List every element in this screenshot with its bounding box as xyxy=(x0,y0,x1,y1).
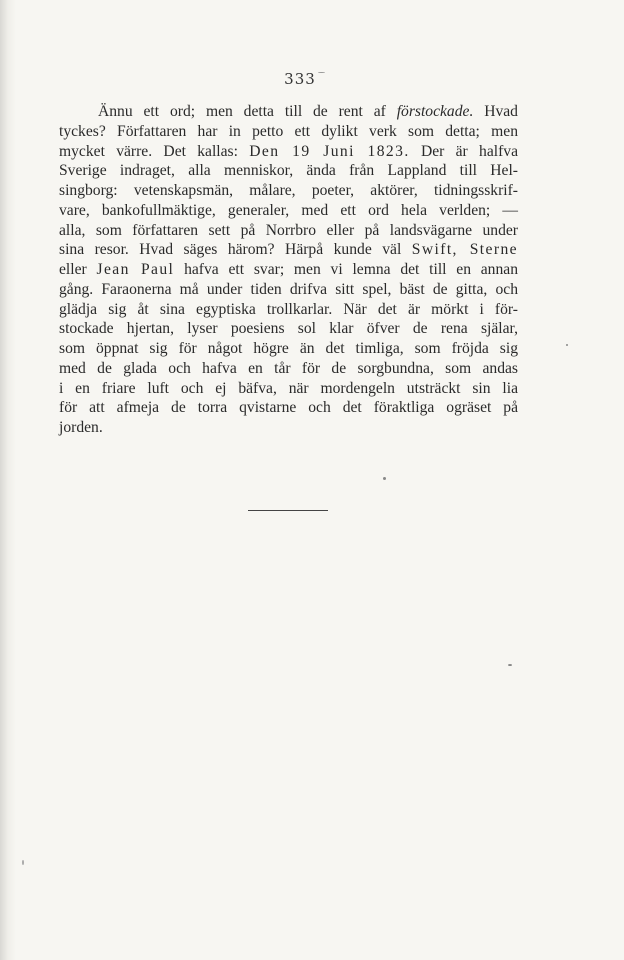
section-divider xyxy=(248,510,328,511)
text-segment: Hvad xyxy=(473,103,518,120)
text-line: i en friare luft och ej bäfva, när mordengeln utsträckt sin lia xyxy=(59,379,518,397)
spaced-names: Swift, Sterne xyxy=(411,241,518,259)
text-segment: eller xyxy=(59,261,97,278)
paragraph xyxy=(59,102,518,438)
text-line: gång. Faraonerna må under tiden drifva sitt spel, bäst de gitta, och xyxy=(59,280,518,298)
paper-speck xyxy=(383,477,386,480)
text-segment: Der är halfva xyxy=(409,142,519,160)
paper-speck xyxy=(508,664,512,666)
text-line: glädja sig åt sina egyptiska trollkarlar. När det är mörkt i för- xyxy=(59,300,518,318)
text-line xyxy=(59,142,518,162)
page-number: 333 xyxy=(284,70,316,88)
text-line: tyckes? Författaren har in petto ett dylikt verk som detta; men xyxy=(59,122,518,140)
text-line: stockade hjertan, lyser poesiens sol klar öfver de rena själar, xyxy=(59,320,518,338)
text-line: för att afmeja de torra qvistarne och det föraktliga ogräset på xyxy=(59,399,518,417)
text-line: Sverige indraget, alla menniskor, ända från Lappland till Hel- xyxy=(59,162,518,180)
text-line: singborg: vetenskapsmän, målare, poeter, aktörer, tidningsskrif- xyxy=(59,182,518,199)
paper-speck xyxy=(566,344,568,346)
text-segment: sina resor. Hvad säges härom? Härpå kunde väl xyxy=(59,241,412,259)
text-line: alla, som författaren sett på Norrbro eller på landsvägarne under xyxy=(59,221,518,239)
text-line: som öppnat sig för något högre än det timliga, som fröjda sig xyxy=(59,340,518,357)
text-segment: mycket värre. Det kallas: xyxy=(59,142,250,160)
text-line xyxy=(59,102,518,122)
text-line: med de glada och hafva en tår för de sorgbundna, som andas xyxy=(59,359,518,377)
text-line: jorden. xyxy=(59,419,103,436)
text-line: vare, bankofullmäktige, generaler, med ett ord hela verlden; — xyxy=(59,201,518,219)
text-line xyxy=(59,260,518,280)
text-segment: hafva ett svar; men vi lemna det till en annan xyxy=(174,261,518,278)
paper-speck xyxy=(22,860,24,865)
spaced-title: Den 19 Juni 1823. xyxy=(249,142,410,160)
spaced-name: Jean Paul xyxy=(96,261,175,278)
paper-speck xyxy=(318,72,325,73)
text-line xyxy=(59,240,518,260)
italic-title: förstockade. xyxy=(396,103,474,120)
text-segment: Ännu ett ord; men detta till de rent af xyxy=(98,103,397,120)
